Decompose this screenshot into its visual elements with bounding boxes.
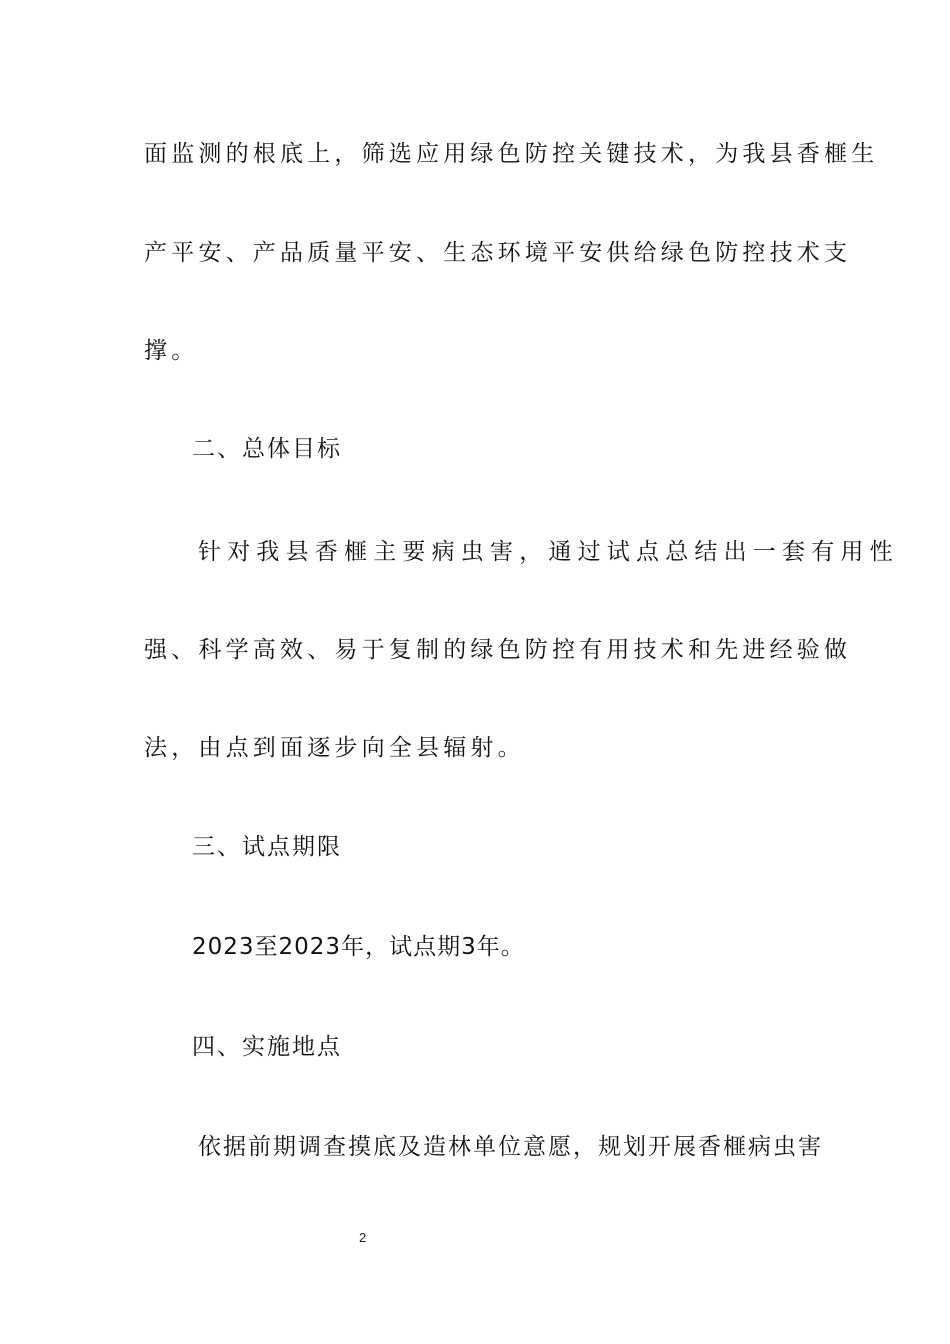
- section-heading-2: 二、总体目标: [192, 436, 342, 462]
- body-line-7: 2023至2023年，试点期3年。: [192, 934, 525, 960]
- section-heading-4: 四、实施地点: [192, 1034, 342, 1060]
- body-line-8: 依据前期调查摸底及造林单位意愿，规划开展香榧病虫害: [198, 1134, 823, 1160]
- body-line-5: 强、科学高效、易于复制的绿色防控有用技术和先进经验做: [144, 637, 852, 663]
- section-heading-3: 三、试点期限: [192, 834, 342, 860]
- body-line-6: 法，由点到面逐步向全县辐射。: [144, 735, 525, 761]
- body-line-4: 针对我县香榧主要病虫害，通过试点总结出一套有用性: [198, 539, 899, 565]
- body-line-1: 面监测的根底上，筛选应用绿色防控关键技术，为我县香榧生: [144, 141, 879, 167]
- page-number: 2: [359, 1230, 367, 1245]
- body-line-3: 撑。: [144, 338, 199, 364]
- body-line-2: 产平安、产品质量平安、生态环境平安供给绿色防控技术支: [144, 240, 852, 266]
